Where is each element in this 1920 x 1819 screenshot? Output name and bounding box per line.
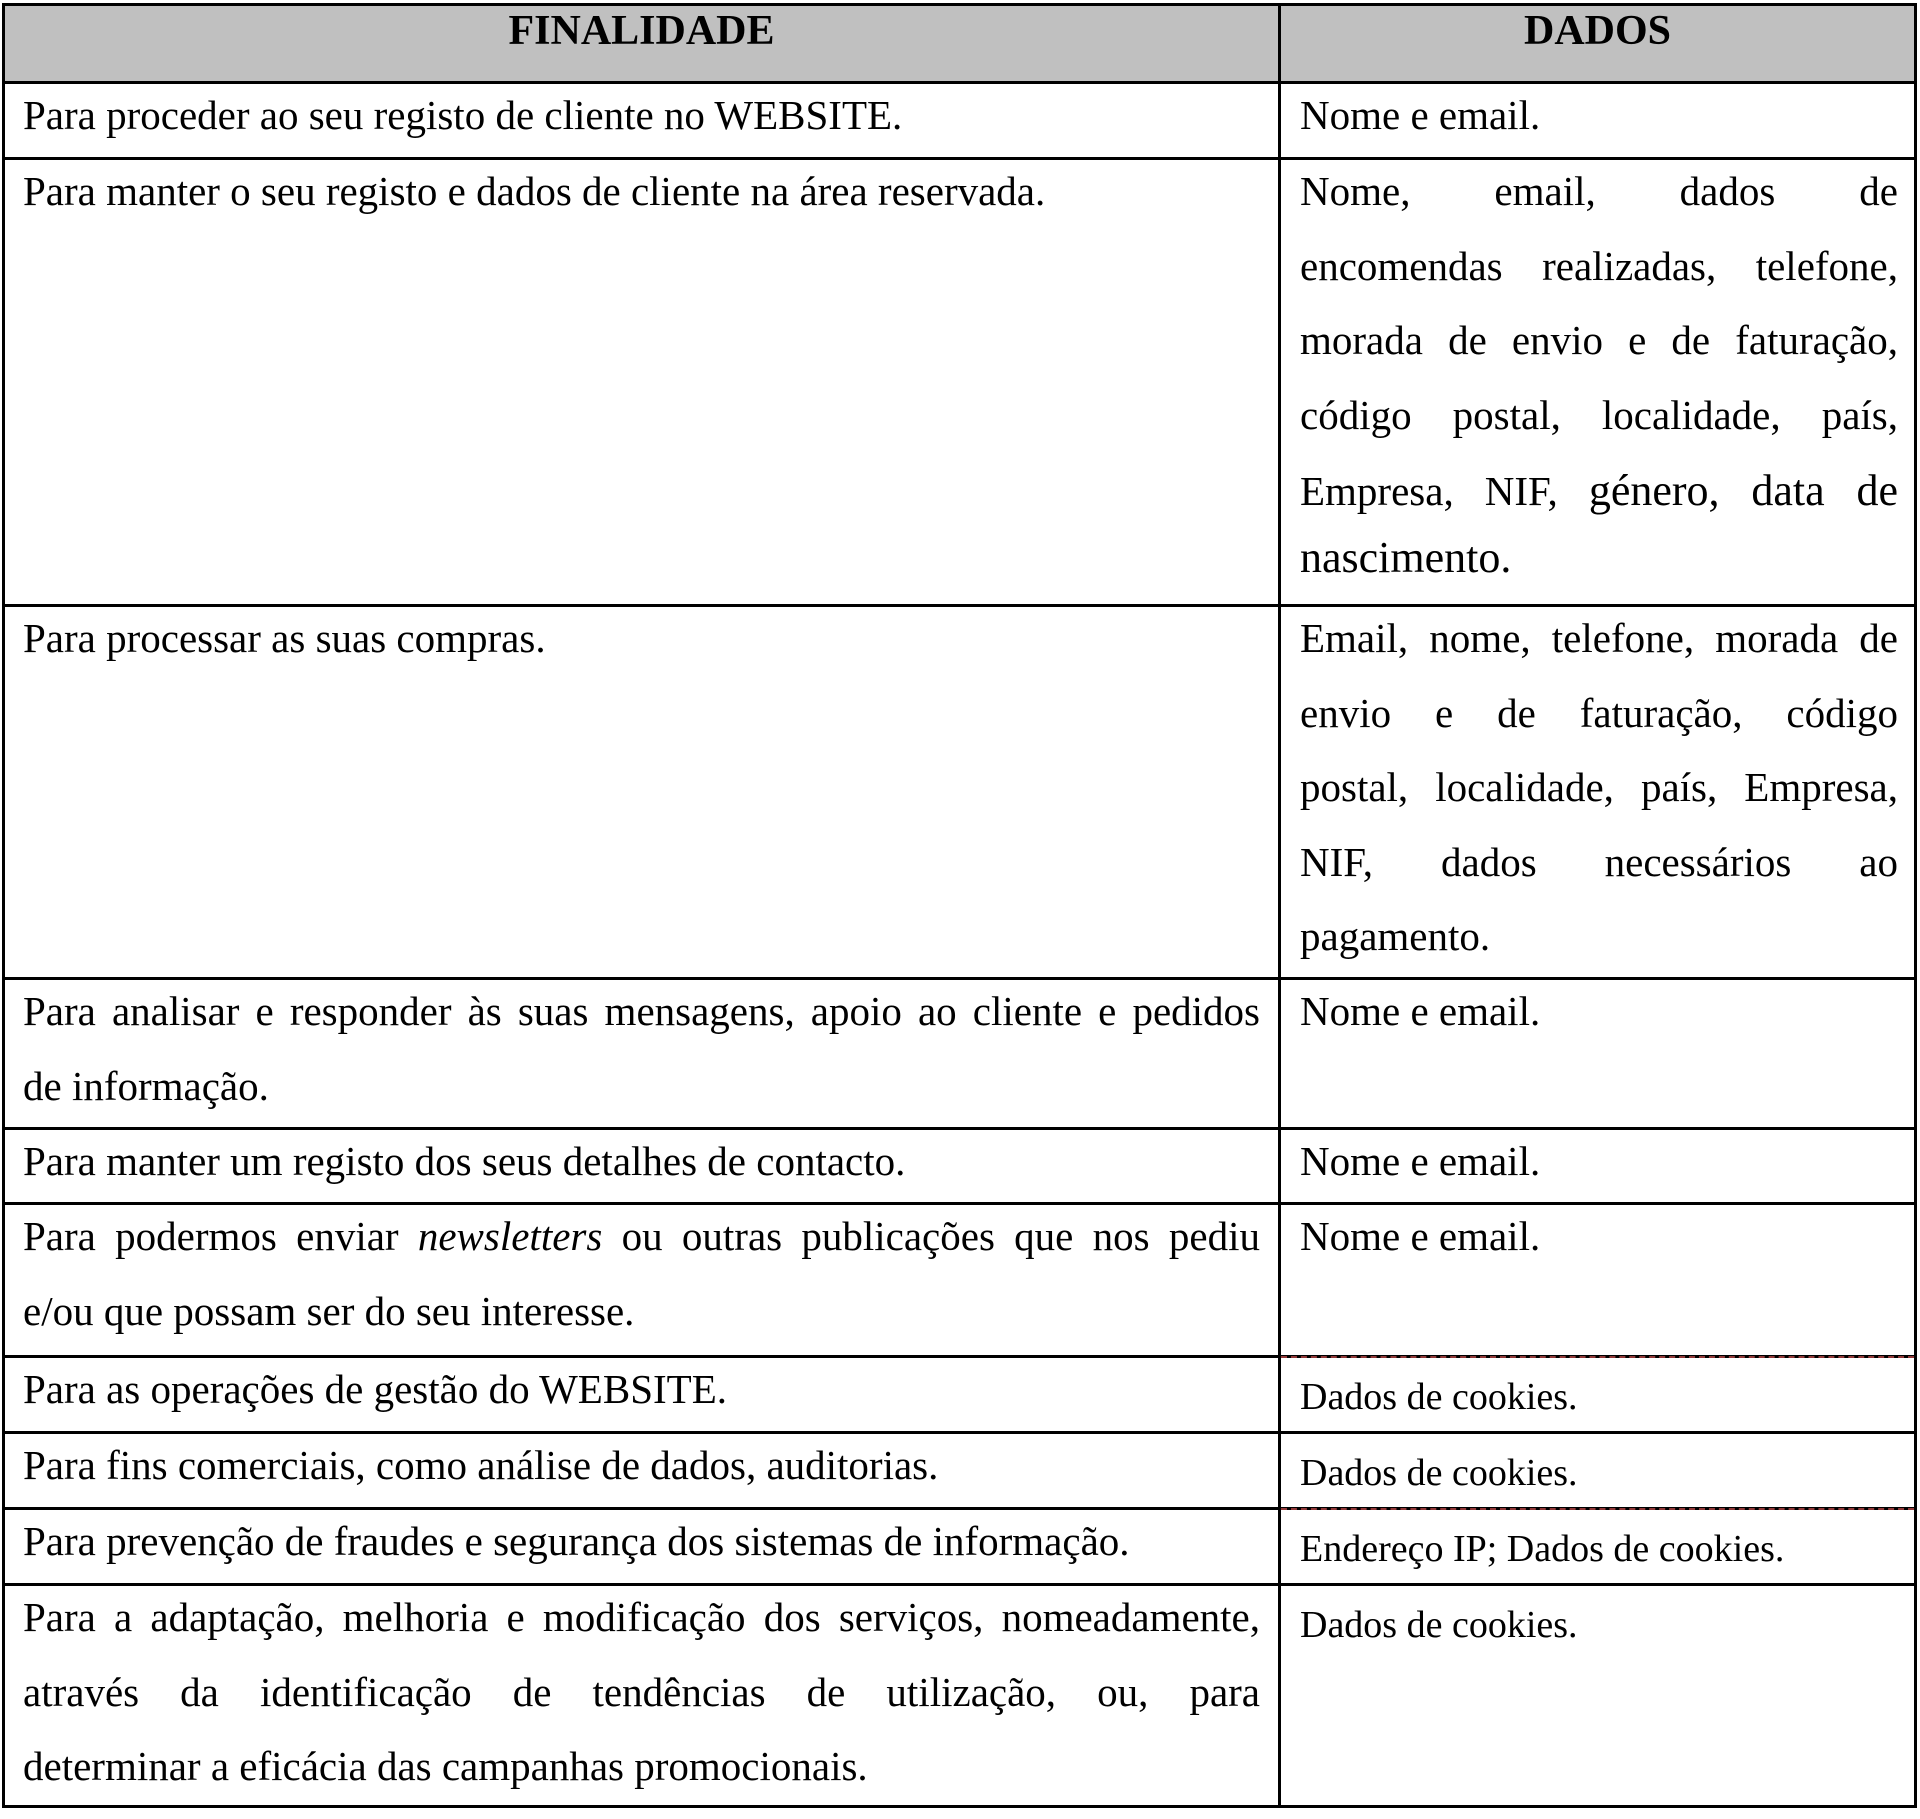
data-line: Dados de cookies.: [1300, 1376, 1578, 1418]
table-row: [5, 1130, 1914, 1205]
data-cell: [1300, 613, 1898, 986]
purpose-line: através da identificação de tendências de utilização, ou, para: [23, 1668, 1260, 1715]
data-cell: [1300, 1136, 1898, 1211]
data-line: Dados de cookies.: [1300, 1452, 1578, 1494]
purpose-line: Para processar as suas compras.: [23, 615, 546, 661]
data-line: postal, localidade, país, Empresa,: [1300, 764, 1898, 810]
table-header-row: [5, 6, 1914, 84]
purpose-cell: [23, 166, 1260, 241]
data-line: Nome e email.: [1300, 1213, 1541, 1259]
data-line-mixed: [1300, 464, 1898, 530]
data-cell: [1300, 1600, 1898, 1675]
data-line: Nome e email.: [1300, 92, 1541, 138]
purpose-cell: [23, 1516, 1260, 1591]
purpose-text: Para podermos enviar: [23, 1213, 418, 1259]
table-row: [5, 607, 1914, 980]
table-row: [5, 84, 1914, 160]
data-line: encomendas realizadas, telefone,: [1300, 242, 1898, 289]
purpose-line: Para prevenção de fraudes e segurança dos sistemas de informação.: [23, 1518, 1130, 1564]
data-line-part-large: género, data de: [1588, 466, 1898, 515]
data-line: Email, nome, telefone, morada de: [1300, 615, 1898, 661]
data-line: Nome e email.: [1300, 1138, 1541, 1184]
purpose-line: Para as operações de gestão do WEBSITE.: [23, 1366, 727, 1412]
purpose-line: Para a adaptação, melhoria e modificação dos serviços, nomeadamente,: [23, 1594, 1260, 1640]
purpose-line: e/ou que possam ser do seu interesse.: [23, 1287, 635, 1334]
purpose-text-italic: newsletters: [417, 1213, 603, 1259]
data-line: pagamento.: [1300, 913, 1491, 959]
data-cell: [1300, 1211, 1898, 1286]
data-line: Nome, email, dados de: [1300, 168, 1898, 214]
purpose-line: Para manter um registo dos seus detalhes de contacto.: [23, 1138, 906, 1184]
data-line: NIF, dados necessários ao: [1300, 838, 1898, 885]
table-row: [5, 980, 1914, 1130]
data-line: Nome e email.: [1300, 988, 1541, 1034]
table-row: [5, 1205, 1914, 1358]
purpose-line: determinar a eficácia das campanhas promocionais.: [23, 1743, 868, 1789]
table-row: [5, 1434, 1914, 1510]
table-row: [5, 1510, 1914, 1586]
purpose-cell: [23, 1211, 1260, 1360]
purpose-cell: [23, 90, 1260, 165]
data-line: nascimento.: [1300, 533, 1512, 582]
data-cell: [1300, 166, 1898, 590]
purpose-line: de informação.: [23, 1062, 269, 1109]
header-dados: DADOS: [1523, 8, 1672, 54]
data-line: morada de envio e de faturação,: [1300, 317, 1898, 363]
data-line: envio e de faturação, código: [1300, 689, 1898, 736]
purpose-cell: [23, 1440, 1260, 1515]
table-row: [5, 1586, 1914, 1805]
column-divider: [1278, 6, 1281, 1805]
table-row: [5, 160, 1914, 607]
data-purpose-table: [2, 3, 1917, 1808]
dashed-guide-line: [1281, 1508, 1914, 1510]
table-row: [5, 1358, 1914, 1434]
purpose-text: ou outras publicações que nos pediu: [602, 1213, 1260, 1259]
purpose-cell: [23, 1592, 1260, 1816]
purpose-line: Para analisar e responder às suas mensagens, apoio ao cliente e pedidos: [23, 988, 1260, 1034]
data-line: Dados de cookies.: [1300, 1604, 1578, 1646]
data-line: código postal, localidade, país,: [1300, 391, 1898, 438]
purpose-cell: [23, 1136, 1260, 1211]
purpose-line: Para proceder ao seu registo de cliente no WEBSITE.: [23, 92, 903, 138]
data-cell: [1300, 90, 1898, 165]
data-line: Endereço IP; Dados de cookies.: [1300, 1528, 1785, 1570]
data-cell: [1300, 986, 1898, 1061]
purpose-line: Para manter o seu registo e dados de cliente na área reservada.: [23, 168, 1046, 214]
purpose-cell: [23, 613, 1260, 688]
purpose-cell: [23, 1364, 1260, 1439]
purpose-line-mixed: [23, 1211, 1260, 1286]
dashed-guide-line: [1281, 1356, 1914, 1358]
purpose-cell: [23, 986, 1260, 1135]
purpose-line: Para fins comerciais, como análise de dados, auditorias.: [23, 1442, 939, 1488]
data-line-part: Empresa, NIF,: [1300, 468, 1558, 514]
header-finalidade: FINALIDADE: [508, 8, 775, 54]
